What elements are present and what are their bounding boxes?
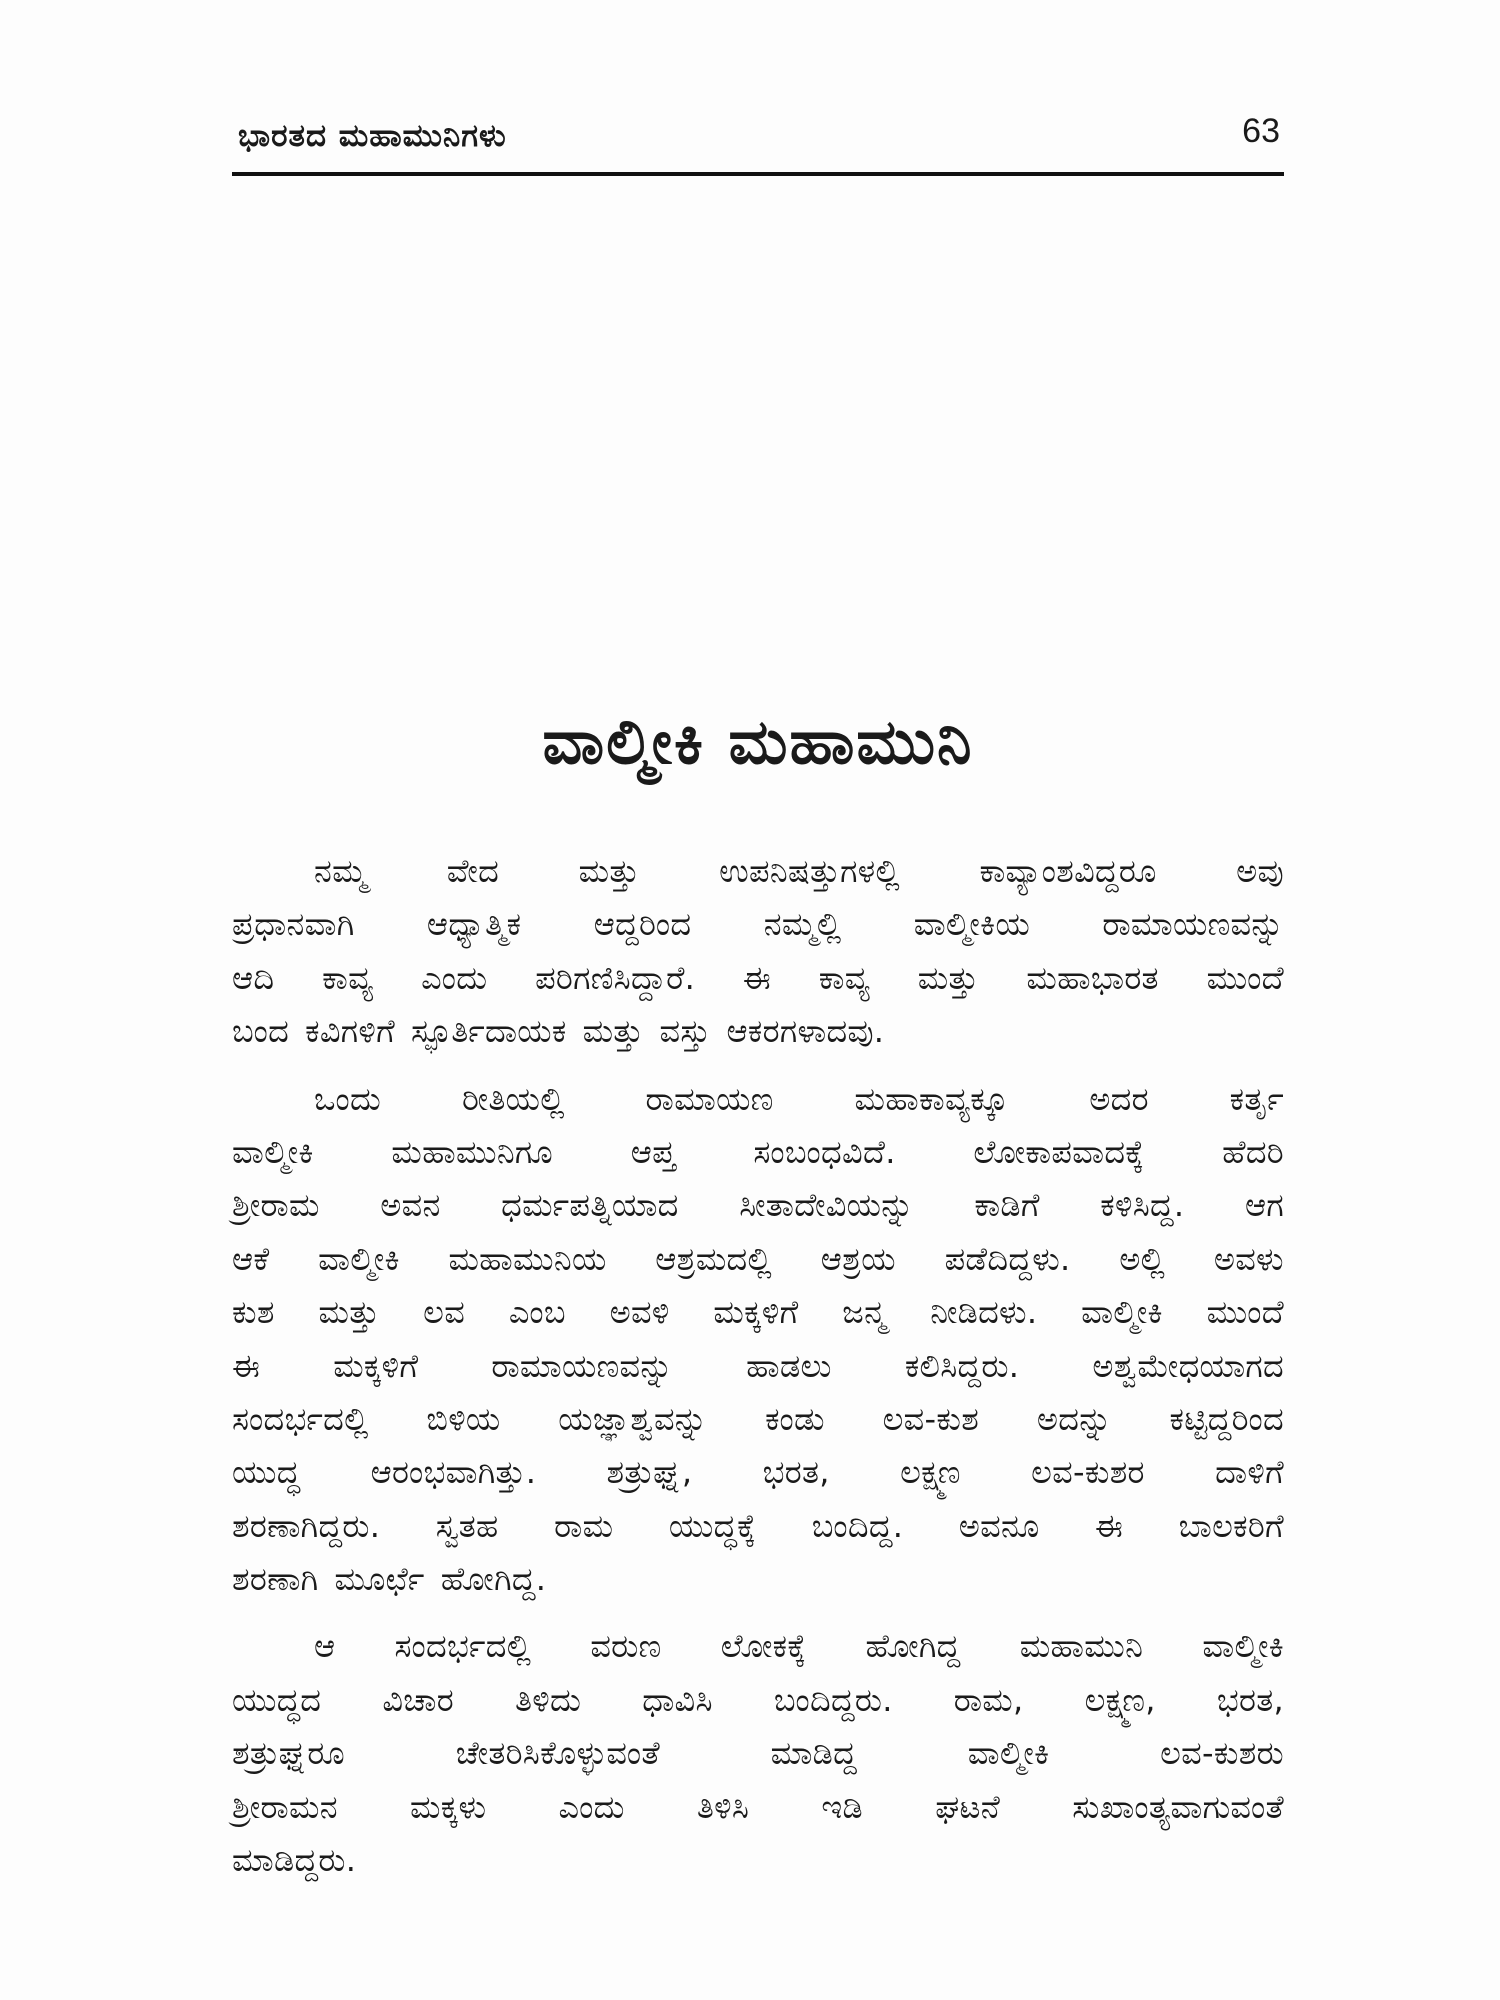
book-title: ಭಾರತದ ಮಹಾಮುನಿಗಳು [238,118,507,154]
text-line: ಶರಣಾಗಿದ್ದರು. ಸ್ವತಹ ರಾಮ ಯುದ್ಧಕ್ಕೆ ಬಂದಿದ್ದ. ಅವನೂ ಈ ಬಾಲಕರಿಗೆ [232,1506,1284,1545]
text-line: ಪ್ರಧಾನವಾಗಿ ಆಧ್ಯಾತ್ಮಿಕ ಆದ್ದರಿಂದ ನಮ್ಮಲ್ಲಿ ವಾಲ್ಮೀಕಿಯ ರಾಮಾಯಣವನ್ನು [232,905,1284,944]
text-line: ಶ್ರೀರಾಮ ಅವನ ಧರ್ಮಪತ್ನಿಯಾದ ಸೀತಾದೇವಿಯನ್ನು ಕಾಡಿಗೆ ಕಳಿಸಿದ್ದ. ಆಗ [232,1186,1284,1225]
text-line: ಸಂದರ್ಭದಲ್ಲಿ ಬಿಳಿಯ ಯಜ್ಞಾಶ್ವವನ್ನು ಕಂಡು ಲವ-ಕುಶ ಅದನ್ನು ಕಟ್ಟಿದ್ದರಿಂದ [232,1399,1284,1438]
text-line: ಯುದ್ಧ ಆರಂಭವಾಗಿತ್ತು. ಶತ್ರುಘ್ನ, ಭರತ, ಲಕ್ಷ್ಮಣ ಲವ-ಕುಶರ ದಾಳಿಗೆ [232,1453,1284,1492]
paragraph [232,845,1284,1059]
chapter-title: ವಾಲ್ಮೀಕಿ ಮಹಾಮುನಿ [542,705,974,778]
text-line: ವಾಲ್ಮೀಕಿ ಮಹಾಮುನಿಗೂ ಆಪ್ತ ಸಂಬಂಧವಿದೆ. ಲೋಕಾಪವಾದಕ್ಕೆ ಹೆದರಿ [232,1132,1284,1171]
text-line: ಬಂದ ಕವಿಗಳಿಗೆ ಸ್ಫೂರ್ತಿದಾಯಕ ಮತ್ತು ವಸ್ತು ಆಕರಗಳಾದವು. [232,1012,885,1051]
text-line: ಆಕೆ ವಾಲ್ಮೀಕಿ ಮಹಾಮುನಿಯ ಆಶ್ರಮದಲ್ಲಿ ಆಶ್ರಯ ಪಡೆದಿದ್ದಳು. ಅಲ್ಲಿ ಅವಳು [232,1239,1284,1278]
text-line: ಕುಶ ಮತ್ತು ಲವ ಎಂಬ ಅವಳಿ ಮಕ್ಕಳಿಗೆ ಜನ್ಮ ನೀಡಿದಳು. ವಾಲ್ಮೀಕಿ ಮುಂದೆ [232,1293,1284,1332]
paragraph [232,1073,1284,1607]
text-line: ಒಂದು ರೀತಿಯಲ್ಲಿ ರಾಮಾಯಣ ಮಹಾಕಾವ್ಯಕ್ಕೂ ಅದರ ಕರ್ತೃ [314,1079,1284,1118]
text-line: ಶತ್ರುಘ್ನರೂ ಚೇತರಿಸಿಕೊಳ್ಳುವಂತೆ ಮಾಡಿದ್ದ ವಾಲ್ಮೀಕಿ ಲವ-ಕುಶರು [232,1734,1284,1773]
page-number: 63 [1242,112,1280,150]
body-text [232,845,1284,1901]
paragraph [232,1620,1284,1887]
running-header [232,110,1284,170]
header-rule [232,172,1284,176]
text-line: ಆ ಸಂದರ್ಭದಲ್ಲಿ ವರುಣ ಲೋಕಕ್ಕೆ ಹೋಗಿದ್ದ ಮಹಾಮುನಿ ವಾಲ್ಮೀಕಿ [314,1627,1284,1666]
text-line: ಶರಣಾಗಿ ಮೂರ್ಛೆ ಹೋಗಿದ್ದ. [232,1560,547,1599]
text-line: ಈ ಮಕ್ಕಳಿಗೆ ರಾಮಾಯಣವನ್ನು ಹಾಡಲು ಕಲಿಸಿದ್ದರು. ಅಶ್ವಮೇಧಯಾಗದ [232,1346,1284,1385]
text-line: ಆದಿ ಕಾವ್ಯ ಎಂದು ಪರಿಗಣಿಸಿದ್ದಾರೆ. ಈ ಕಾವ್ಯ ಮತ್ತು ಮಹಾಭಾರತ ಮುಂದೆ [232,958,1284,997]
text-line: ಮಾಡಿದ್ದರು. [232,1841,357,1880]
text-line: ನಮ್ಮ ವೇದ ಮತ್ತು ಉಪನಿಷತ್ತುಗಳಲ್ಲಿ ಕಾವ್ಯಾಂಶವಿದ್ದರೂ ಅವು [314,852,1284,890]
text-line: ಶ್ರೀರಾಮನ ಮಕ್ಕಳು ಎಂದು ತಿಳಿಸಿ ಇಡಿ ಘಟನೆ ಸುಖಾಂತ್ಯವಾಗುವಂತೆ [232,1787,1284,1826]
text-line: ಯುದ್ಧದ ವಿಚಾರ ತಿಳಿದು ಧಾವಿಸಿ ಬಂದಿದ್ದರು. ರಾಮ, ಲಕ್ಷ್ಮಣ, ಭರತ, [232,1680,1284,1719]
